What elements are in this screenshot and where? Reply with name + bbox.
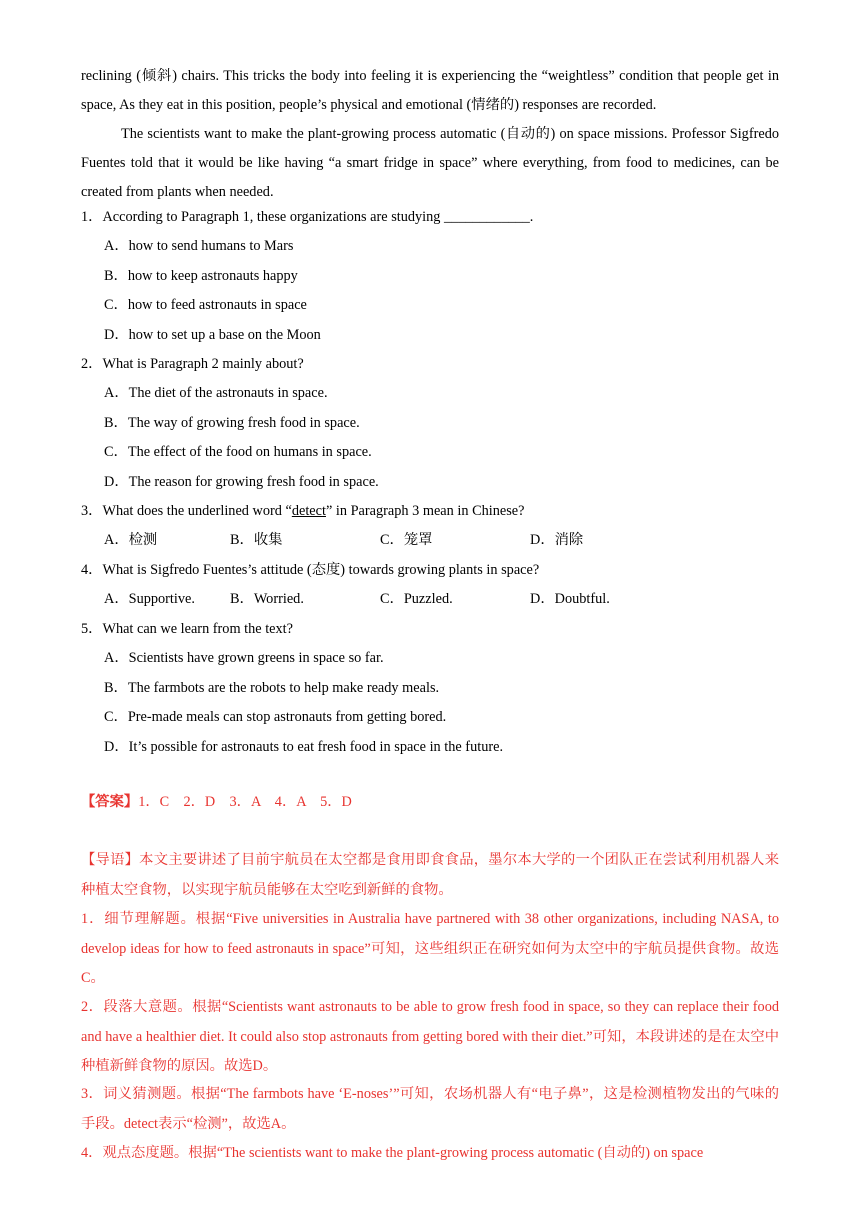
question-4-option-c: C．Puzzled. <box>380 591 453 607</box>
underlined-word-detect: detect <box>291 503 326 519</box>
passage-paragraph-last: The scientists want to make the plant-growing process automatic (自动的) on space missions. Professor Sigfredo Fuentes told that it would be like having “a smart fridge in space” where everything, from food to medicines, can be created from plants when needed. <box>81 126 779 200</box>
answer-line <box>81 792 352 812</box>
question-5-option-c: C．Pre-made meals can stop astronauts from getting bored. <box>104 709 447 725</box>
question-1-option-a: A．how to send humans to Mars <box>104 238 294 254</box>
answer-label: 【答案】 <box>81 794 139 810</box>
question-2-option-b: B．The way of growing fresh food in space. <box>104 415 360 431</box>
question-2-option-d: D．The reason for growing fresh food in space. <box>104 474 379 490</box>
question-3-stem-pre: 3．What does the underlined word “ <box>81 503 292 519</box>
explanation-3: 3．词义猜测题。根据“The farmbots have ‘E-noses’”可知，农场机器人有“电子鼻”，这是检测植物发出的气味的手段。detect表示“检测”，故选A。 <box>81 1086 779 1132</box>
explanation-2: 2．段落大意题。根据“Scientists want astronauts to be able to grow fresh food in space, so they can replace their food and have a healthier diet. It could also stop astronauts from getting bored with their diet.”可知，本段讲述的是在太空中种植新鲜食物的原因。故选D。 <box>81 999 779 1074</box>
explanation-guide: 【导语】本文主要讲述了目前宇航员在太空都是食用即食食品，墨尔本大学的一个团队正在尝试利用机器人来种植太空食物，以实现宇航员能够在太空吃到新鲜的食物。 <box>81 852 779 898</box>
question-5-option-d: D．It’s possible for astronauts to eat fresh food in space in the future. <box>104 739 504 755</box>
question-3-stem-post: ” in Paragraph 3 mean in Chinese? <box>325 503 525 519</box>
question-5-stem: 5．What can we learn from the text? <box>81 621 293 637</box>
passage-paragraph-continued: reclining (倾斜) chairs. This tricks the body into feeling it is experiencing the “weightless” condition that people get in space, As they eat in this position, people’s physical and emotional (情绪的) responses are recorded. <box>81 68 779 113</box>
question-4-option-d: D．Doubtful. <box>530 591 610 607</box>
question-4-stem: 4．What is Sigfredo Fuentes’s attitude (态度) towards growing plants in space? <box>81 562 540 578</box>
question-1-option-d: D．how to set up a base on the Moon <box>104 327 321 343</box>
question-4-option-b: B．Worried. <box>230 591 304 607</box>
explanation-4: 4．观点态度题。根据“The scientists want to make the plant-growing process automatic (自动的) on space <box>81 1145 704 1161</box>
question-3-stem <box>81 501 524 521</box>
question-1-option-c: C．how to feed astronauts in space <box>104 297 307 313</box>
question-3-option-a: A．检测 <box>104 532 158 548</box>
question-4-option-a: A．Supportive. <box>104 591 195 607</box>
question-3-options <box>104 530 704 550</box>
question-2-option-a: A．The diet of the astronauts in space. <box>104 385 328 401</box>
explanation-1: 1．细节理解题。根据“Five universities in Australia have partnered with 38 other organizations, including NASA, to develop ideas for how to feed astronauts in space”可知，这些组织正在研究如何为太空中的宇航员提供食物。故选C。 <box>81 911 779 986</box>
question-1-stem: 1．According to Paragraph 1, these organizations are studying ____________. <box>81 209 534 225</box>
question-2-stem: 2．What is Paragraph 2 mainly about? <box>81 356 304 372</box>
question-1-option-b: B．how to keep astronauts happy <box>104 268 298 284</box>
question-4-options <box>104 589 704 609</box>
question-2-option-c: C．The effect of the food on humans in space. <box>104 444 372 460</box>
answer-text: 1．C 2．D 3．A 4．A 5．D <box>138 794 352 810</box>
question-5-option-a: A．Scientists have grown greens in space so far. <box>104 650 384 666</box>
question-3-option-c: C．笼罩 <box>380 532 433 548</box>
question-3-option-b: B．收集 <box>230 532 283 548</box>
question-3-option-d: D．消除 <box>530 532 584 548</box>
question-5-option-b: B．The farmbots are the robots to help make ready meals. <box>104 680 440 696</box>
